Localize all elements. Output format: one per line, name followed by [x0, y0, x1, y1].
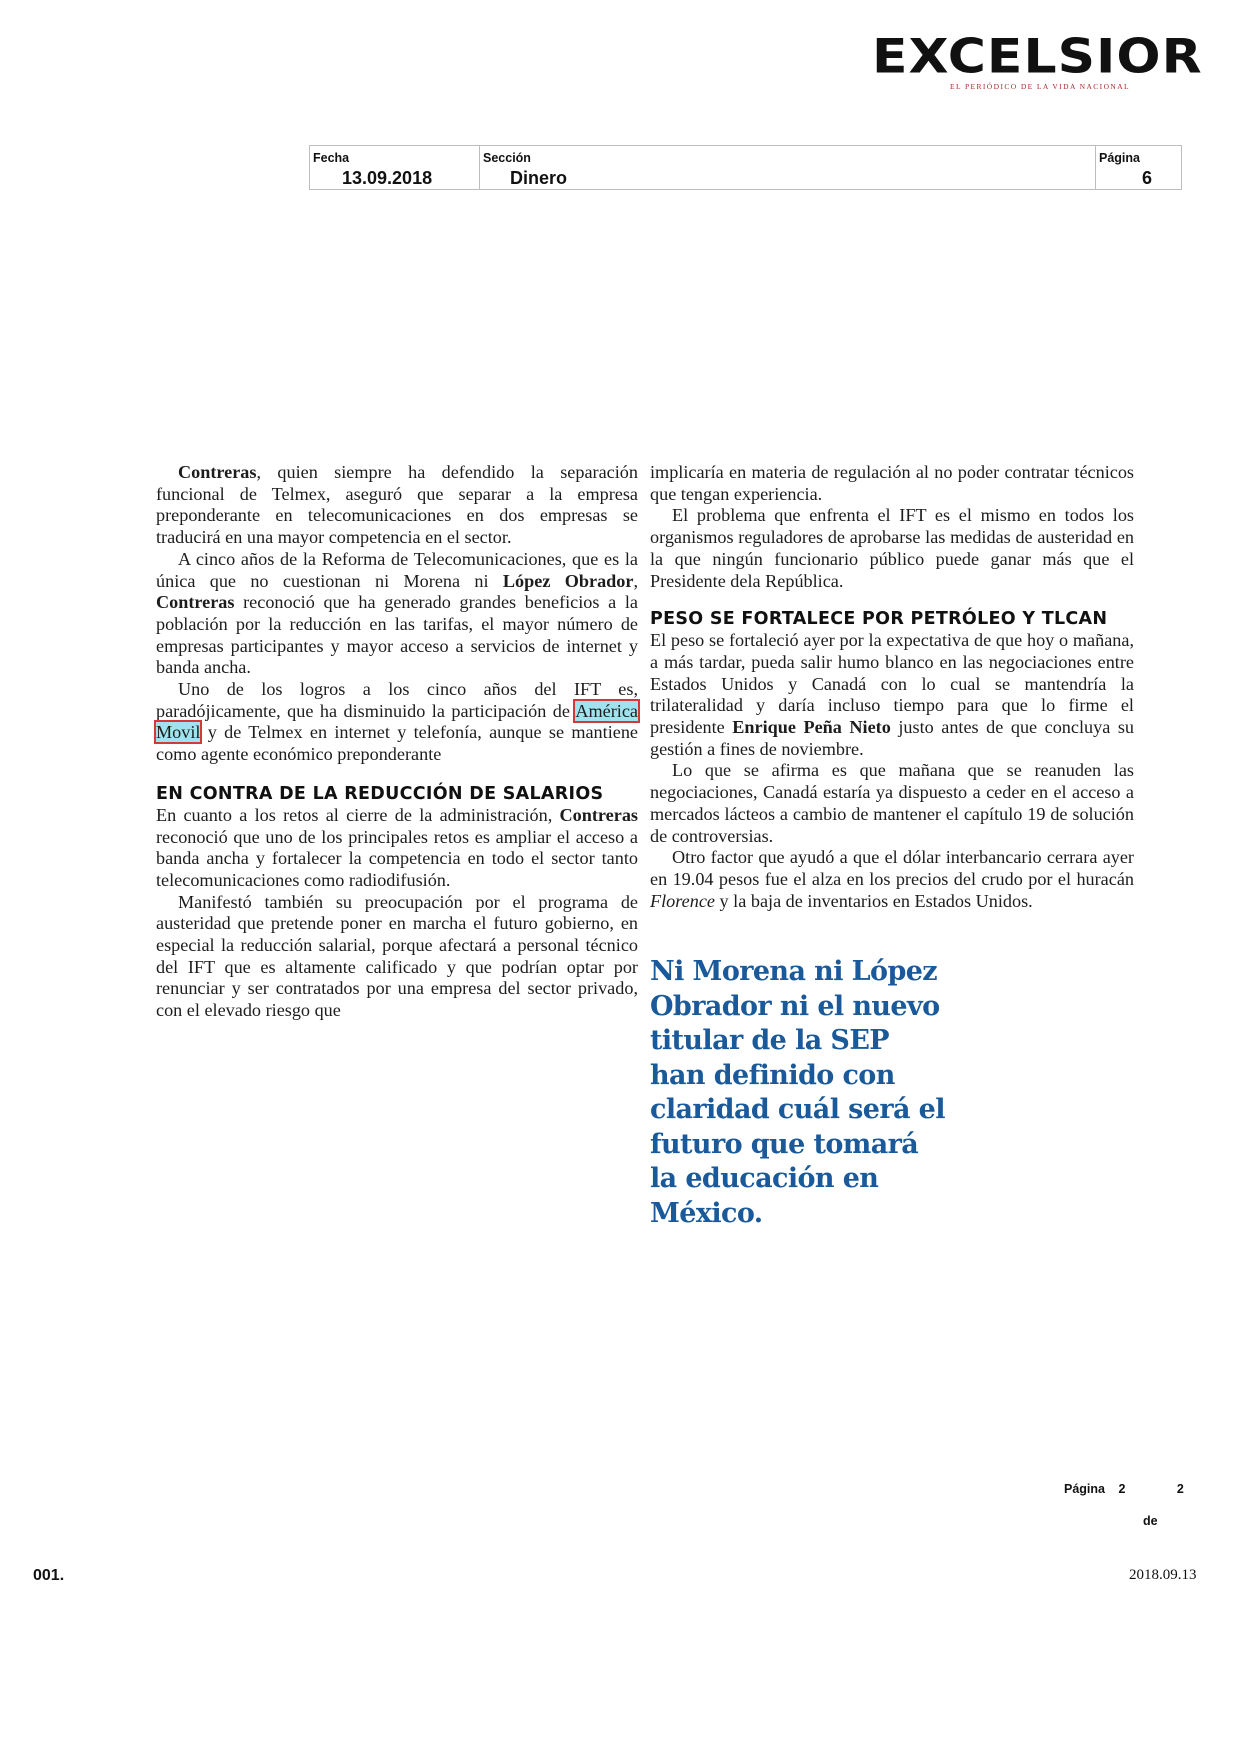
section-heading: PESO SE FORTALECE POR PETRÓLEO Y TLCAN — [650, 609, 1108, 630]
person-name: Contreras — [559, 804, 638, 825]
footer-page-total: 2 — [1176, 1482, 1184, 1496]
paragraph: Manifestó también su preocupación por el programa de austeridad que pretende poner en marcha el futuro gobierno, en especial la reducción salarial, porque afectará a personal técnico del IFT que es altamente calificado y que podrían optar por renunciar y ser contratados por una empresa del sector privado, con el elevado riesgo que — [156, 891, 638, 1021]
seccion-value: Dinero — [510, 168, 568, 188]
paragraph: A cinco años de la Reforma de Telecomunicaciones, que es la única que no cuestionan ni Morena ni López Obrador, Contreras reconoció que ha generado grandes beneficios a la población por la reducción en las tarifas, el mayor número de empresas participantes y mayor acceso a servicios de internet y banda ancha. — [156, 548, 638, 678]
footer-page-indicator — [1064, 1482, 1184, 1496]
pagina-cell — [1096, 146, 1182, 189]
paragraph: Contreras, quien siempre ha defendido la separación funcional de Telmex, aseguró que separar a la empresa preponderante en telecomunicaciones en dos empresas se traducirá en una mayor competencia en el sector. — [156, 462, 638, 548]
masthead — [872, 32, 1222, 91]
seccion-cell — [480, 146, 1096, 189]
footer-de-label: de — [1143, 1514, 1158, 1528]
article-right-column — [650, 462, 1134, 912]
section-heading: EN CONTRA DE LA REDUCCIÓN DE SALARIOS — [156, 783, 604, 804]
paragraph: Lo que se afirma es que mañana que se reanuden las negociaciones, Canadá estaría ya dispuesto a ceder en el acceso a mercados lácteos a cambio de mantener el capítulo 19 de solución de controversias. — [650, 760, 1134, 846]
article-clipping — [156, 462, 1136, 1232]
paragraph: En cuanto a los retos al cierre de la administración, Contreras reconoció que uno de los principales retos es ampliar el acceso a banda ancha y fortalecer la competencia en todo el sector tanto telecomunicaciones como radiodifusión. — [156, 804, 638, 890]
clipping-header-table — [309, 145, 1182, 190]
paragraph: Otro factor que ayudó a que el dólar interbancario cerrara ayer en 19.04 pesos fue el alza en los precios del crudo por el huracán Florence y la baja de inventarios en Estados Unidos. — [650, 847, 1134, 911]
fecha-value: 13.09.2018 — [342, 168, 433, 188]
person-name: Contreras — [178, 462, 257, 482]
document-id: 001. — [33, 1567, 65, 1584]
pagina-value: 6 — [1141, 168, 1152, 188]
newspaper-tagline: EL PERIÓDICO DE LA VIDA NACIONAL — [950, 82, 1131, 91]
article-left-column — [156, 462, 638, 1022]
fecha-cell — [310, 146, 480, 189]
seccion-label: Sección — [483, 151, 531, 165]
footer-pagina-label: Página — [1064, 1482, 1105, 1496]
hurricane-name: Florence — [650, 890, 715, 911]
person-name: Contreras — [156, 592, 235, 613]
person-name: Enrique Peña Nieto — [732, 717, 891, 738]
fecha-label: Fecha — [313, 151, 350, 165]
document-date: 2018.09.13 — [1129, 1567, 1197, 1583]
person-name: López Obrador — [502, 570, 634, 591]
paragraph: Uno de los logros a los cinco años del IFT es, paradójicamente, que ha disminuido la participación de América Movil y de Telmex en internet y telefonía, aunque se mantiene como agente económico preponderante — [156, 679, 638, 765]
highlighted-keyword: América Movil — [156, 700, 638, 743]
paragraph: implicaría en materia de regulación al no poder contratar técnicos que tengan experiencia. — [650, 462, 1134, 504]
footer-page-current: 2 — [1118, 1482, 1126, 1496]
paragraph: El peso se fortaleció ayer por la expectativa de que hoy o mañana, a más tardar, pueda salir humo blanco en las negociaciones entre Estados Unidos y Canadá con lo cual se mantendría la trilateralidad y daría incluso tiempo para que lo firme el presidente Enrique Peña Nieto justo antes de que concluya su gestión a fines de noviembre. — [650, 630, 1134, 759]
pagina-label: Página — [1099, 151, 1140, 165]
newspaper-logo: EXCELSIOR — [872, 30, 1203, 85]
pull-quote: Ni Morena ni López Obrador ni el nuevo titular de la SEP han definido con claridad cuál será el futuro que tomará la educación en México. — [650, 956, 945, 1229]
paragraph: El problema que enfrenta el IFT es el mismo en todos los organismos reguladores de aprobarse las medidas de austeridad en la que ningún funcionario público puede ganar más que el Presidente dela República. — [650, 505, 1134, 591]
